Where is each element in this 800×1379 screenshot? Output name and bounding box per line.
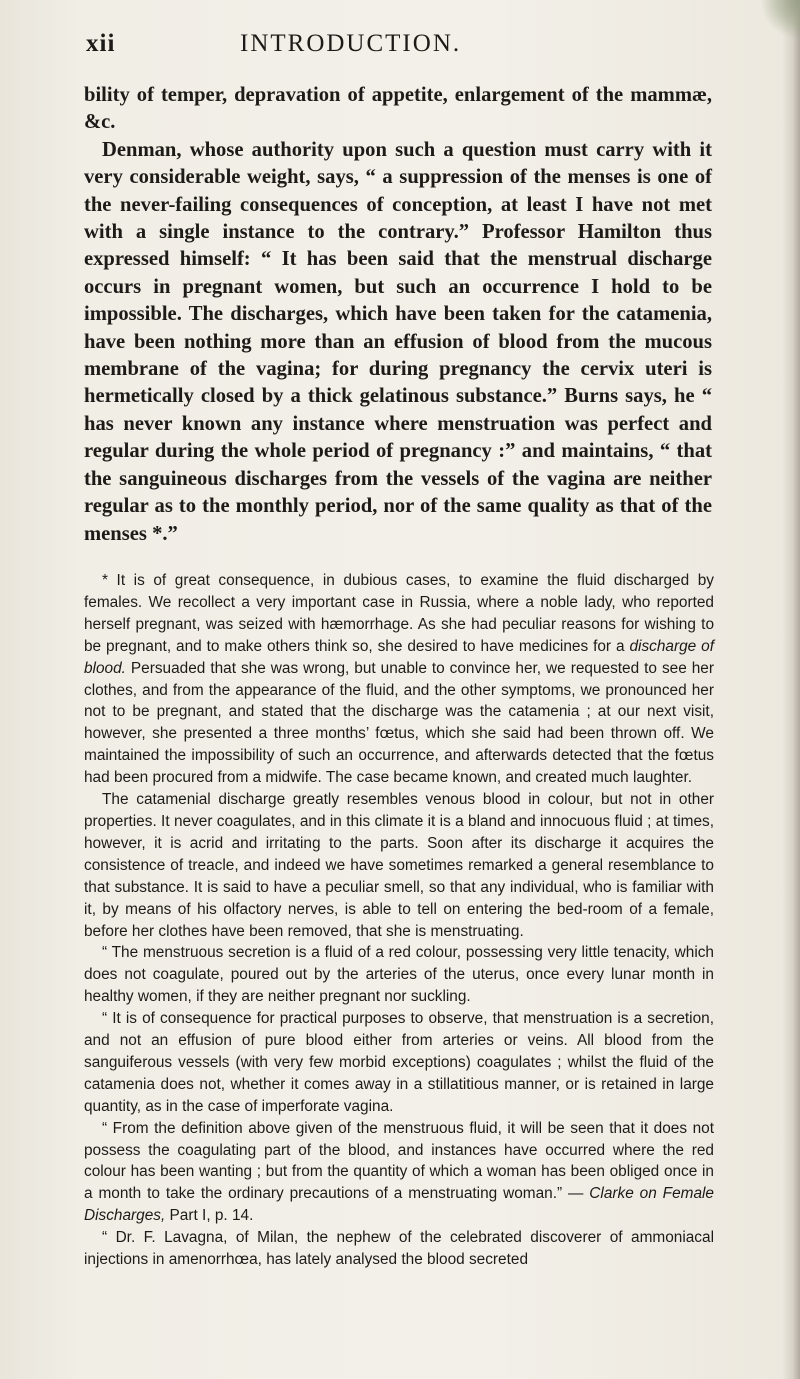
footnote-text: “ Dr. F. Lavagna, of Milan, the nephew of the celebrated discoverer of ammoniacal injections in amenorrhœa, has lately analysed the blood secreted [84, 1229, 714, 1269]
footnote-citation-italic: Clarke on Female Discharges, [84, 1185, 714, 1225]
footnote-text: The catamenial discharge greatly resembles venous blood in colour, but not in other properties. It never coagulates, and in this climate it is a bland and innocuous fluid ; at times, however, it is acrid and irritating to the parts. Soon after its discharge it acquires the consistence of treacle, and indeed we have sometimes remarked a general resemblance to that substance. It is said to have a peculiar smell, so that any individual, who is familiar with it, by means of his olfactory nerves, is able to tell on entering the bed-room of a female, before her clothes have been removed, that she is menstruating. [84, 791, 714, 940]
footnote-paragraph [84, 570, 714, 789]
footnote [84, 570, 714, 1271]
main-text [84, 82, 712, 548]
page-edge-shadow [782, 0, 800, 1379]
footnote-text: “ The menstruous secretion is a fluid of a red colour, possessing very little tenacity, which does not coagulate, poured out by the arteries of the uterus, once every lunar month in healthy women, if they are neither pregnant nor suckling. [84, 944, 714, 1006]
body-paragraph: Denman, whose authority upon such a question must carry with it very considerable weight, says, “ a suppression of the menses is one of the never-failing consequences of conception, at least I have not met with a single instance to the contrary.” Professor Hamilton thus expressed himself: “ It has been said that the menstrual discharge occurs in pregnant women, but such an occurrence I hold to be impossible. The discharges, which have been taken for the catamenia, have been nothing more than an effusion of blood from the mucous membrane of the vagina; for during pregnancy the cervix uteri is hermetically closed by a thick gelatinous substance.” Burns says, he “ has never known any instance where menstruation was perfect and regular during the whole period of pregnancy :” and maintains, “ that the sanguineous discharges from the vessels of the vagina are neither regular as to the monthly period, nor of the same quality as that of the menses *.” [84, 138, 712, 545]
footnote-paragraph [84, 1227, 714, 1271]
footnote-paragraph [84, 789, 714, 942]
body-paragraph: bility of temper, depravation of appetite, enlargement of the mammæ, &c. [84, 84, 712, 134]
page-number: xii [86, 30, 116, 57]
footnote-text: “ From the definition above given of the menstruous fluid, it will be seen that it does not possess the coagulating part of the blood, and instances have occurred where the red colour has been wanting ; but from the quantity of which a woman has been obliged once in a month to take the ordinary precautions of a menstruating woman.” — [84, 1119, 714, 1203]
running-title: INTRODUCTION. [240, 30, 462, 57]
footnote-text: Part I, p. 14. [165, 1207, 254, 1225]
footnote-paragraph [84, 1118, 714, 1228]
corner-stain [760, 0, 800, 40]
footnote-text: “ It is of consequence for practical purposes to observe, that menstruation is a secretion, and not an effusion of pure blood either from arteries or veins. All blood from the sanguiferous vessels (with very few morbid exceptions) coagulates ; whilst the fluid of the catamenia does not, whether it comes away in a stillatitious manner, or is retained in large quantity, as in the case of imperforate vagina. [84, 1010, 714, 1115]
footnote-text: Persuaded that she was wrong, but unable to convince her, we requested to see her clothes, and from the appearance of the fluid, and the other symptoms, we pronounced her not to be pregnant, and stated that the discharge was the catamenia ; at our next visit, however, she presented a three months’ fœtus, which she said had been thrown off. We maintained the impossibility of such an occurrence, and afterwards detected that the fœtus had been procured from a midwife. The case became known, and created much laughter. [84, 659, 714, 787]
page-header [86, 30, 740, 60]
footnote-paragraph [84, 942, 714, 1008]
footnote-text: * It is of great consequence, in dubious cases, to examine the fluid discharged by females. We recollect a very important case in Russia, where a noble lady, who reported herself pregnant, was seized with hæmorrhage. As she had peculiar reasons for wishing to be pregnant, and to make others think so, she desired to have medicines for a [84, 572, 714, 655]
footnote-italic-text: discharge of blood. [84, 637, 714, 677]
footnote-paragraph [84, 1008, 714, 1118]
